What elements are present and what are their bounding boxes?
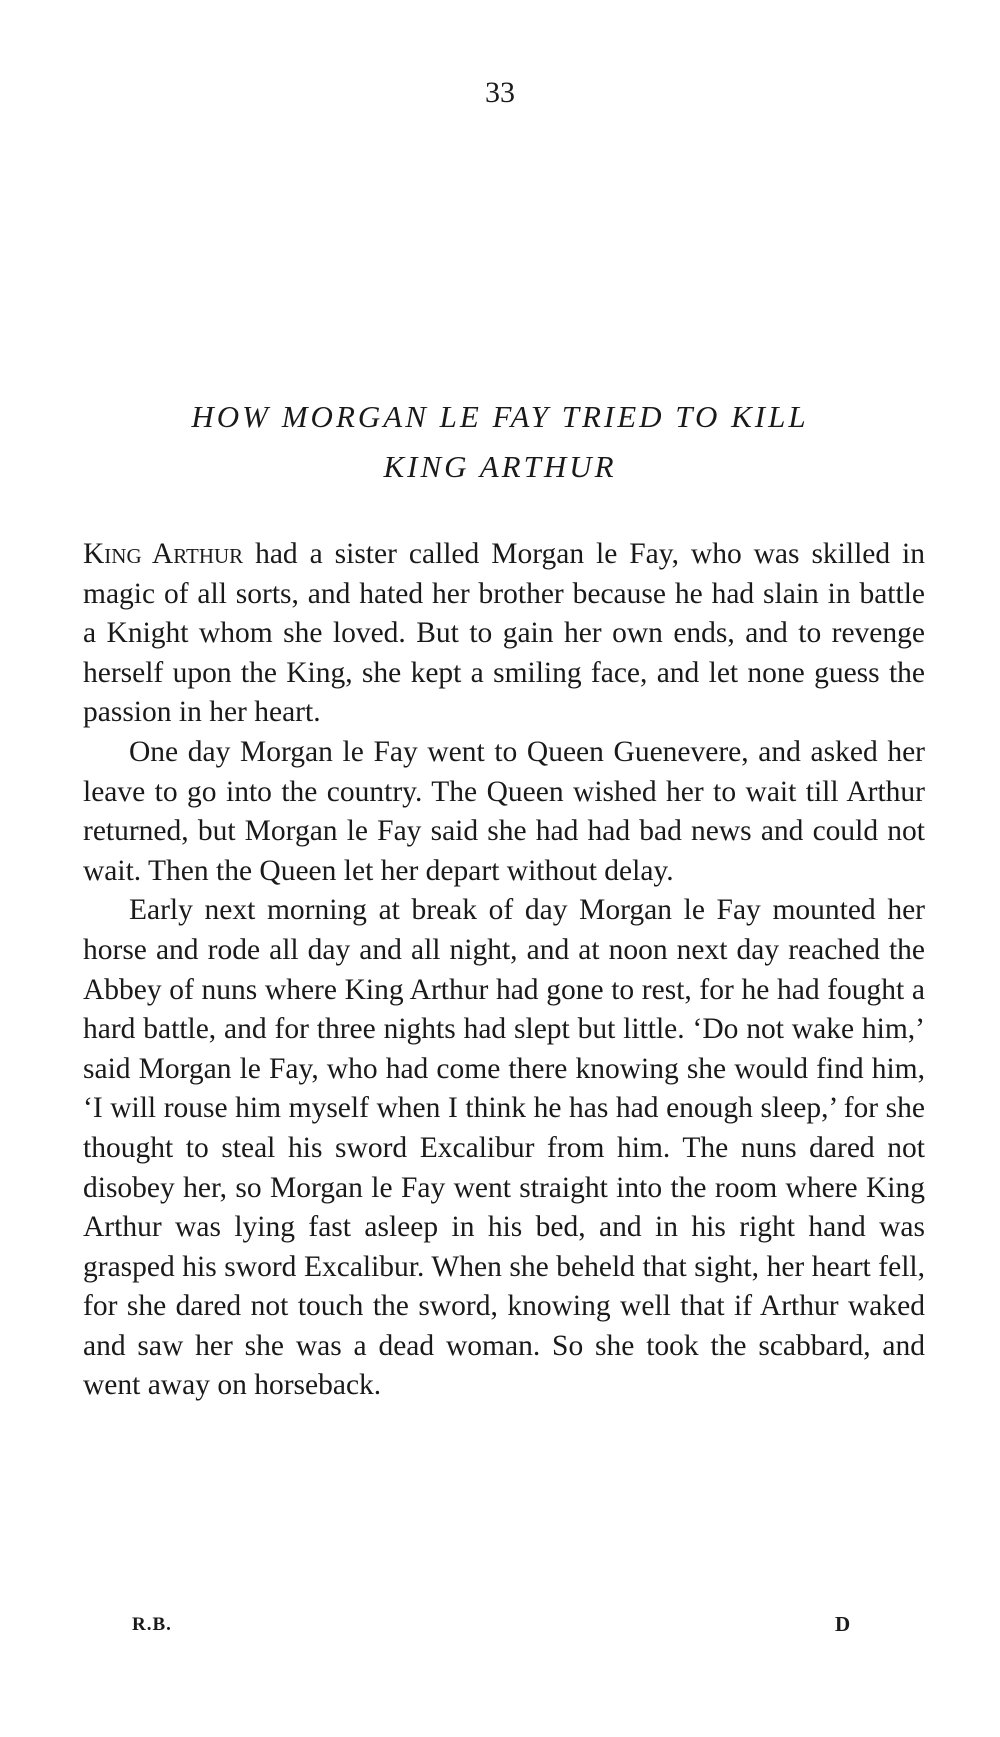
printer-signature: R.B. [132, 1614, 172, 1635]
chapter-title-line-2: KING ARTHUR [383, 449, 617, 484]
page-number: 33 [485, 76, 515, 109]
chapter-title [80, 392, 920, 492]
paragraph-1 [83, 535, 925, 733]
gathering-mark: D [835, 1612, 851, 1636]
paragraph-3 [83, 891, 925, 1406]
paragraph-text: had a sister called Morgan le Fay, who was skilled in magic of all sorts, and hated her brother because he had slain in battle a Knight whom she loved. But to gain her own ends, and to revenge herself upon the King, she kept a smiling face, and let none guess the passion in her heart. [83, 538, 925, 729]
chapter-title-line-1: HOW MORGAN LE FAY TRIED TO KILL [191, 399, 809, 434]
paragraph-text: Early next morning at break of day Morgan le Fay mounted her horse and rode all day and all night, and at noon next day reached the Abbey of nuns where King Arthur had gone to rest, for he had fought a hard battle, and for three nights had slept but little. ‘Do not wake him,’ said Morgan le Fay, who had come there knowing she would find him, ‘I will rouse him myself when I think he has had enough sleep,’ for she thought to steal his sword Excalibur from him. The nuns dared not disobey her, so Morgan le Fay went straight into the room where King Arthur was lying fast asleep in his bed, and in his right hand was grasped his sword Excalibur. When she beheld that sight, her heart fell, for she dared not touch the sword, knowing well that if Arthur waked and saw her she was a dead woman. So she took the scabbard, and went away on horseback. [83, 894, 925, 1402]
paragraph-text: One day Morgan le Fay went to Queen Guenevere, and asked her leave to go into the country. The Queen wished her to wait till Arthur returned, but Morgan le Fay said she had had bad news and could not wait. Then the Queen let her depart without delay. [83, 735, 925, 887]
body-text [83, 535, 925, 1406]
paragraph-2 [83, 733, 925, 891]
paragraph-lead-smallcaps: King Arthur [83, 538, 244, 570]
